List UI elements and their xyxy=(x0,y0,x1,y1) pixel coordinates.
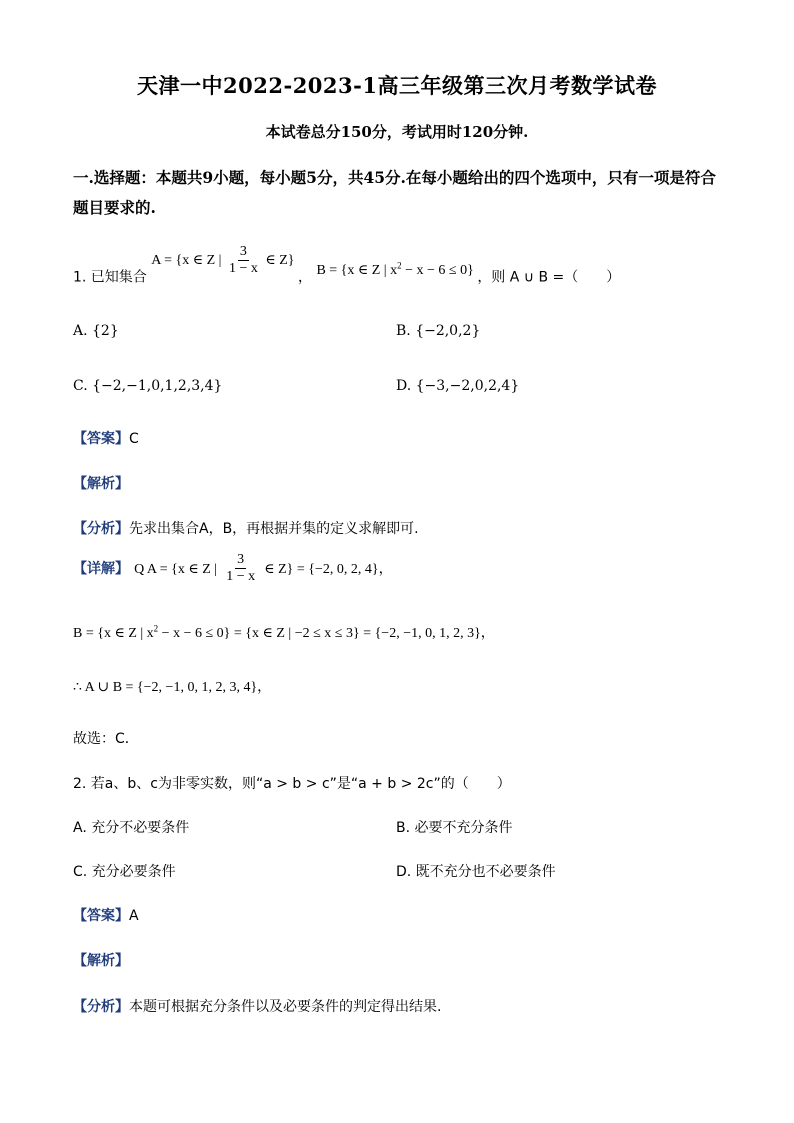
q1-fenxi xyxy=(73,518,419,538)
q1-comma: ， xyxy=(297,269,312,286)
q1-answer xyxy=(73,428,139,448)
fenxi-text: 先求出集合A，B，再根据并集的定义求解即可. xyxy=(129,521,419,537)
q2-option-a: A. 充分不必要条件 xyxy=(73,820,190,836)
detail-2-a: B = {x ∈ Z | x xyxy=(73,626,154,641)
q1-set-a-left: A = {x ∈ Z | xyxy=(151,252,222,268)
fraction-denominator: 1 − x xyxy=(228,261,258,276)
q2-answer xyxy=(73,905,139,925)
q2-analysis-label xyxy=(73,950,129,970)
q1-detail-line-3: ∴ A ∪ B = {−2, −1, 0, 1, 2, 3, 4}， xyxy=(73,680,272,695)
fenxi-tag: 【分析】 xyxy=(73,521,129,537)
q1-set-a-fraction xyxy=(227,244,260,277)
fenxi-tag: 【分析】 xyxy=(73,999,129,1015)
q1-set-a-right: ∈ Z} xyxy=(265,252,295,268)
exam-info: 本试卷总分150分，考试用时120分钟. xyxy=(265,123,529,141)
q1-analysis-label xyxy=(73,473,129,493)
page-title: 天津一中2022-2023-1高三年级第三次月考数学试卷 xyxy=(137,73,657,98)
q1-set-a xyxy=(151,244,298,276)
q1-choose: 故选：C． xyxy=(73,731,139,747)
analysis-tag: 【解析】 xyxy=(73,953,129,969)
q1-set-b-left: B = {x ∈ Z | x xyxy=(316,262,398,278)
question-2: 2. 若a、b、c为非零实数，则“a > b > c”是“a + b > 2c”的（ ） xyxy=(73,776,511,792)
q2-option-c: C. 充分必要条件 xyxy=(73,864,176,880)
detail-tag: 【详解】 xyxy=(73,561,129,577)
answer-tag: 【答案】 xyxy=(73,431,129,447)
q1-option-d: D. {−3,−2,0,2,4} xyxy=(396,378,520,394)
q1-option-a: A. {2} xyxy=(73,323,119,339)
q1-set-b-sup: 2 xyxy=(397,260,402,271)
detail-2-b: − x − 6 ≤ 0} = {x ∈ Z | −2 ≤ x ≤ 3} = {−2, −1, 0, 1, 2, 3}， xyxy=(158,626,495,641)
answer-value: C xyxy=(129,431,139,447)
q2-option-b: B. 必要不充分条件 xyxy=(396,820,513,836)
q1-set-b-tail: − x − 6 ≤ 0} xyxy=(401,262,474,278)
fraction-numerator: 3 xyxy=(239,244,247,259)
detail-1-right: ∈ Z} = {−2, 0, 2, 4}， xyxy=(264,562,393,577)
q1-set-b xyxy=(316,260,477,278)
detail-1-fraction xyxy=(224,552,257,585)
fenxi-text: 本题可根据充分条件以及必要条件的判定得出结果. xyxy=(129,999,442,1015)
q2-fenxi xyxy=(73,996,441,1016)
answer-value: A xyxy=(129,908,139,924)
q1-ask: ，则 A ∪ B =（ ） xyxy=(477,269,621,286)
question-1 xyxy=(73,244,621,295)
detail-2-sup: 2 xyxy=(153,623,159,634)
q1-detail-line-2 xyxy=(73,622,495,642)
fraction-denominator: 1 − x xyxy=(226,569,256,584)
q1-option-c: C. {−2,−1,0,1,2,3,4} xyxy=(73,378,223,394)
section-heading: 一.选择题：本题共9小题，每小题5分，共45分.在每小题给出的四个选项中，只有一项是符合题目要求的. xyxy=(73,168,716,217)
detail-1-left: Q A = {x ∈ Z | xyxy=(134,562,218,577)
q2-option-d: D. 既不充分也不必要条件 xyxy=(396,864,556,880)
q1-option-b: B. {−2,0,2} xyxy=(396,323,481,339)
q1-detail-line-1 xyxy=(73,552,393,585)
q1-prefix: 1. 已知集合 xyxy=(73,269,147,286)
analysis-tag: 【解析】 xyxy=(73,476,129,492)
answer-tag: 【答案】 xyxy=(73,908,129,924)
fraction-numerator: 3 xyxy=(237,552,245,567)
